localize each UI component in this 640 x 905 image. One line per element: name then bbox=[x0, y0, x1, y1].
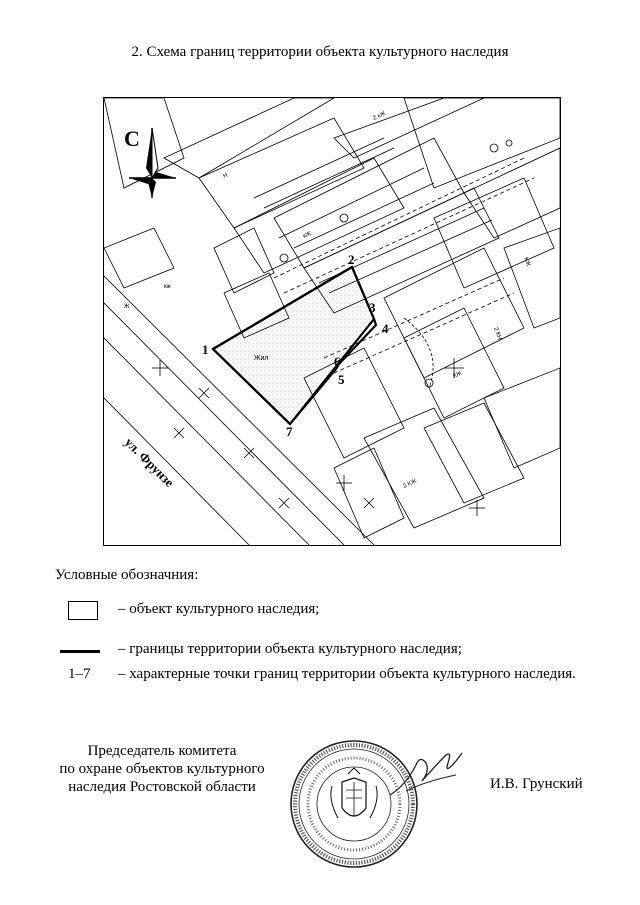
handwritten-signature bbox=[386, 745, 466, 805]
point-label-6: 6 bbox=[334, 354, 341, 369]
svg-text:Ж: Ж bbox=[124, 304, 130, 310]
street-label: ул. Фрунзе bbox=[121, 434, 178, 490]
signature-title-block bbox=[52, 742, 272, 796]
svg-text:2 кЖ: 2 кЖ bbox=[372, 110, 387, 122]
heritage-territory-polygon bbox=[213, 267, 374, 424]
point-label-1: 1 bbox=[202, 342, 209, 357]
legend-text: – объект культурного наследия; bbox=[118, 601, 320, 617]
svg-text:КЖ: КЖ bbox=[452, 370, 464, 380]
svg-text:2 КЖ: 2 КЖ bbox=[402, 478, 418, 490]
legend-title: Условные обозначния: bbox=[55, 567, 199, 583]
svg-text:КЖ: КЖ bbox=[522, 256, 531, 268]
point-label-2: 2 bbox=[348, 252, 355, 267]
svg-text:кж: кж bbox=[164, 284, 171, 290]
document-title: 2. Схема границ территории объекта культурного наследия bbox=[131, 44, 509, 60]
signer-position-line-1: Председатель комитета bbox=[87, 743, 237, 759]
legend-text: – границы территории объекта культурного наследия; bbox=[118, 641, 462, 657]
signer-name: И.В. Грунский bbox=[490, 776, 583, 792]
point-label-5: 5 bbox=[338, 372, 345, 387]
svg-text:2 КН: 2 КН bbox=[492, 326, 503, 341]
svg-text:Н: Н bbox=[222, 172, 229, 180]
svg-text:кЖ: кЖ bbox=[302, 230, 313, 240]
parcel-label: Жил bbox=[254, 355, 269, 362]
signer-position-line-3: наследия Ростовской области bbox=[68, 779, 256, 795]
point-label-7: 7 bbox=[286, 424, 293, 439]
legend-symbol-points: 1–7 bbox=[68, 666, 91, 682]
north-arrow-icon bbox=[124, 126, 176, 198]
site-plan-map bbox=[103, 97, 561, 546]
legend-text: – характерные точки границ территории объекта культурного наследия. bbox=[118, 666, 576, 682]
point-label-4: 4 bbox=[382, 321, 389, 336]
point-label-3: 3 bbox=[369, 300, 376, 315]
north-letter: С bbox=[124, 126, 140, 151]
signer-position-line-2: по охране объектов культурного bbox=[59, 761, 265, 777]
